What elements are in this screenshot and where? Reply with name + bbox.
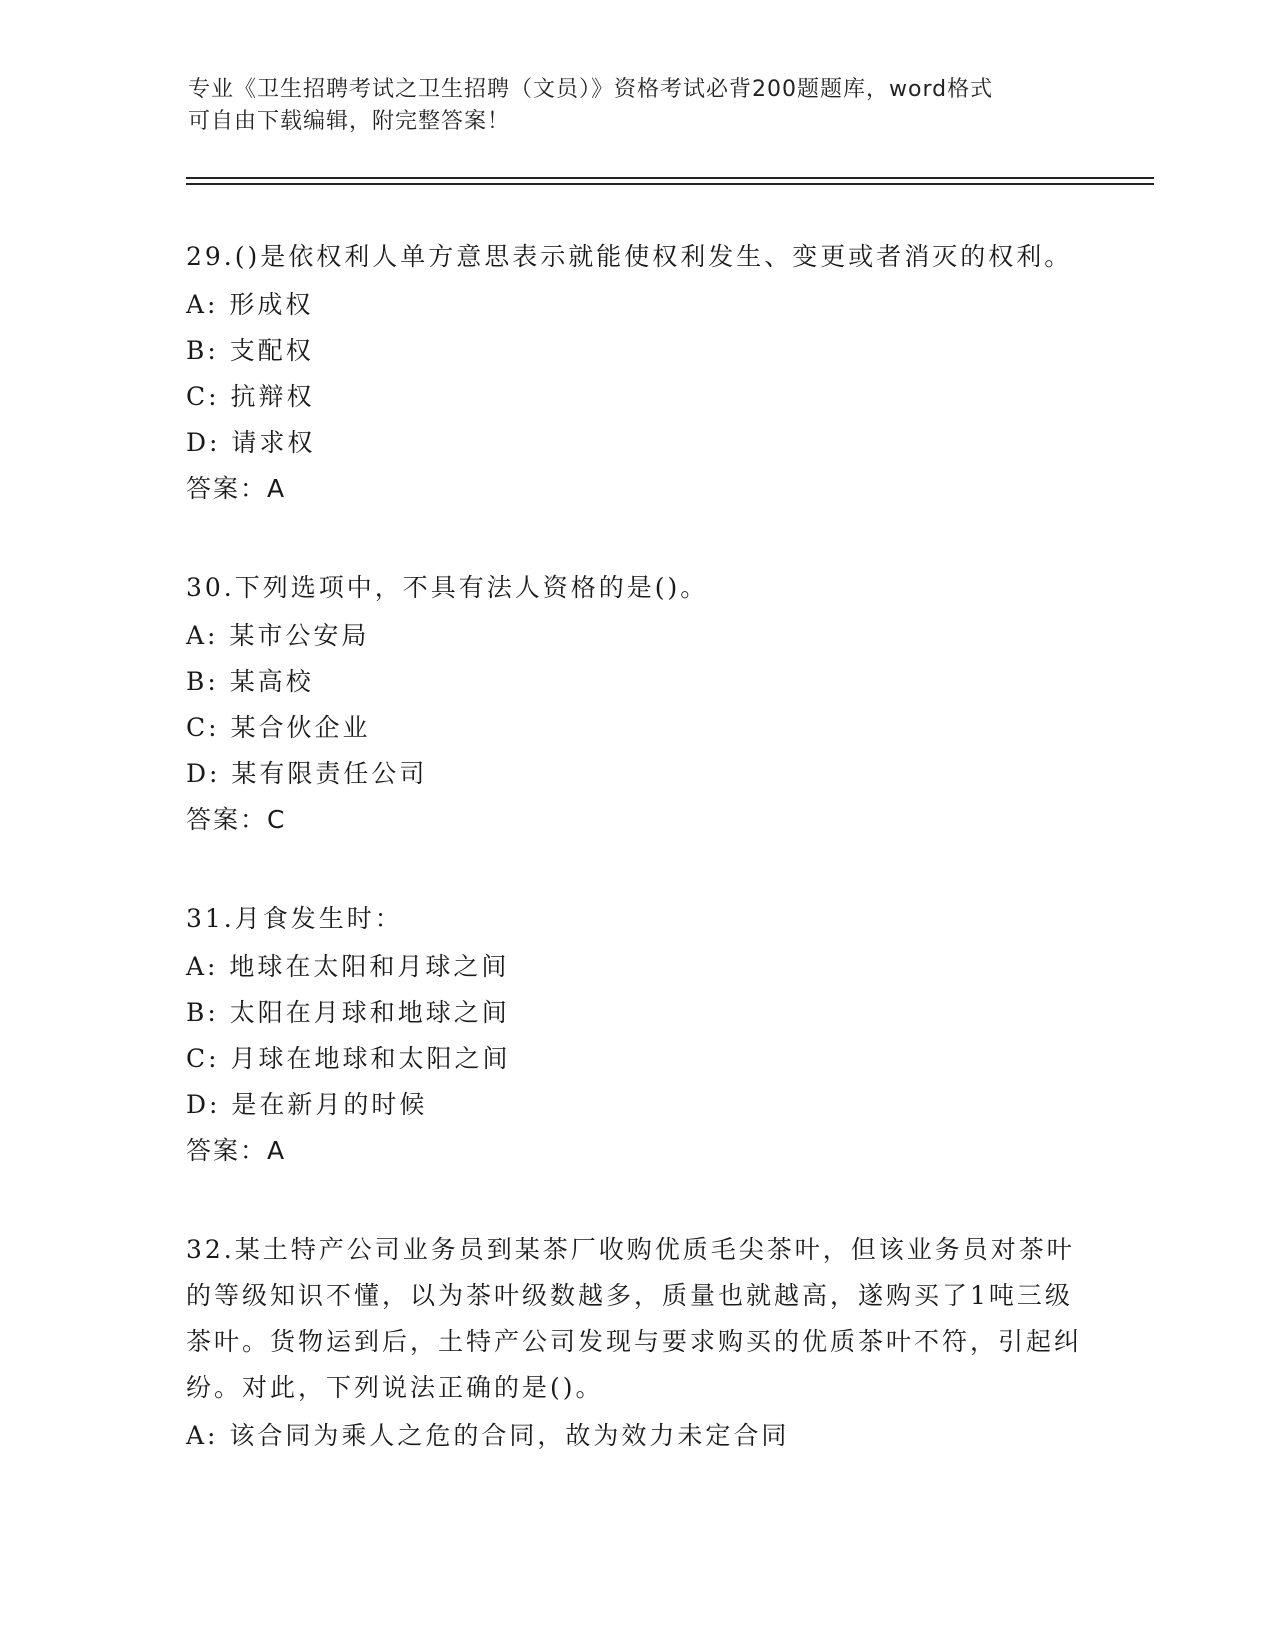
question-32: [186, 1227, 1086, 1459]
question-text: 30.下列选项中，不具有法人资格的是()。: [186, 573, 709, 602]
option-a: A: 形成权: [186, 290, 314, 319]
option-d: D: 请求权: [186, 428, 316, 457]
header-line-1: 专业《卫生招聘考试之卫生招聘（文员）》资格考试必背200题题库，word格式: [188, 77, 994, 102]
option-b: B: 太阳在月球和地球之间: [186, 998, 510, 1027]
question-31: [186, 896, 1086, 1174]
option-c: C: 某合伙企业: [186, 713, 371, 742]
option-d: D: 是在新月的时候: [186, 1090, 428, 1119]
option-c: C: 月球在地球和太阳之间: [186, 1044, 511, 1073]
question-29: [186, 234, 1086, 512]
option-b: B: 支配权: [186, 336, 314, 365]
answer-text: 答案：A: [186, 1136, 287, 1165]
answer-text: 答案：A: [186, 474, 287, 503]
question-30: [186, 565, 1086, 843]
header-line-2: 可自由下载编辑，附完整答案！: [188, 109, 511, 134]
question-list: [186, 234, 1086, 1512]
document-header: [188, 74, 1088, 138]
question-text: 31.月食发生时：: [186, 904, 403, 933]
option-a: A: 该合同为乘人之危的合同，故为效力未定合同: [186, 1421, 790, 1450]
option-b: B: 某高校: [186, 667, 314, 696]
answer-text: 答案：C: [186, 805, 287, 834]
header-divider-bottom: [186, 183, 1154, 185]
header-divider-top: [186, 177, 1154, 179]
question-text: 29.()是依权利人单方意思表示就能使权利发生、变更或者消灭的权利。: [186, 242, 1073, 271]
option-c: C: 抗辩权: [186, 382, 315, 411]
option-a: A: 某市公安局: [186, 621, 370, 650]
option-d: D: 某有限责任公司: [186, 759, 428, 788]
question-text: 32.某土特产公司业务员到某茶厂收购优质毛尖茶叶，但该业务员对茶叶的等级知识不懂，以为茶叶级数越多，质量也就越高，遂购买了1吨三级茶叶。货物运到后，土特产公司发现与要求购买的优质茶叶不符，引起纠纷。对此，下列说法正确的是()。: [186, 1235, 1083, 1402]
option-a: A: 地球在太阳和月球之间: [186, 952, 510, 981]
